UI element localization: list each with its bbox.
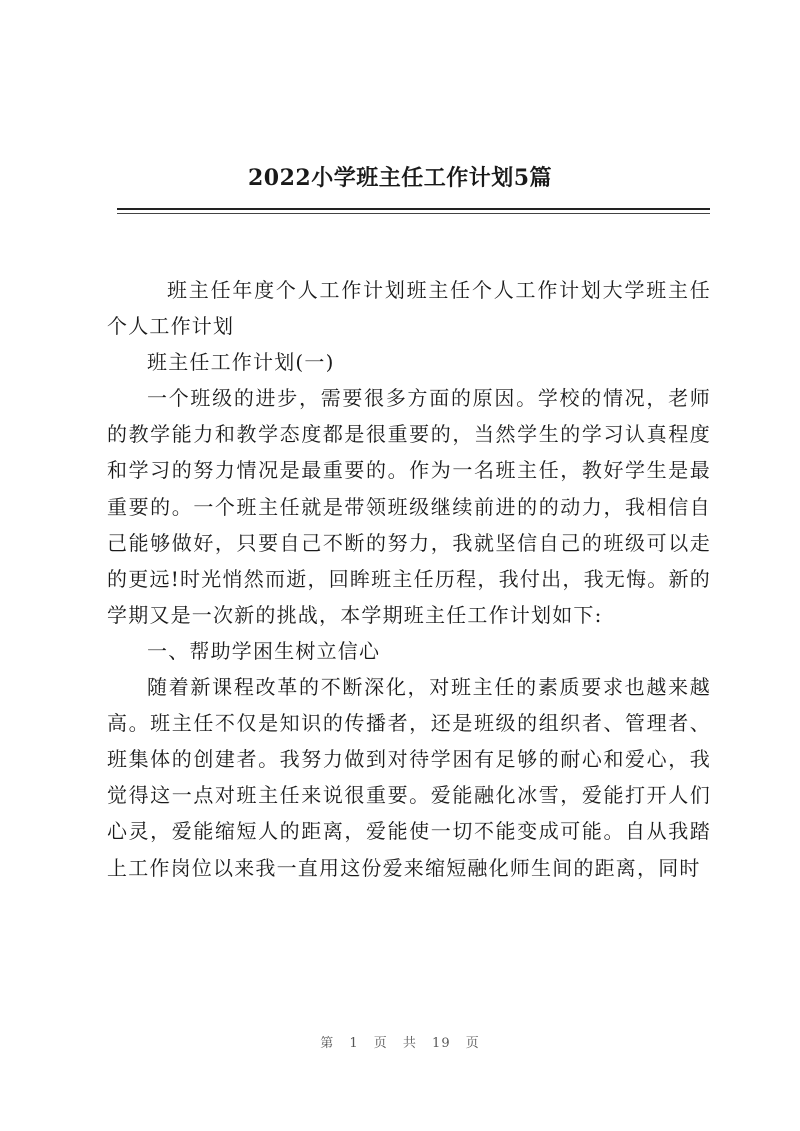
subsection-heading: 一、帮助学困生树立信心 bbox=[147, 638, 381, 663]
section-heading: 班主任工作计划(一) bbox=[147, 350, 335, 375]
body-paragraph: 一个班级的进步，需要很多方面的原因。学校的情况，老师的教学能力和教学态度都是很重要的，当然学生的学习认真程度和学习的努力情况是最重要的。作为一名班主任，教好学生是最重要的。一个班主任就是带领班级继续前进的的动力，我相信自己能够做好，只要自己不断的努力，我就坚信自己的班级可以走的更远!时光悄然而逝，回眸班主任历程，我付出，我无悔。新的学期又是一次新的挑战，本学期班主任工作计划如下: bbox=[107, 386, 711, 627]
page-number-footer: 第 1 页 共 19 页 bbox=[320, 1036, 480, 1051]
title-divider-thin bbox=[117, 213, 710, 214]
page-title: 2022小学班主任工作计划5篇 bbox=[247, 165, 553, 191]
body-paragraph: 随着新课程改革的不断深化，对班主任的素质要求也越来越高。班主任不仅是知识的传播者，还是班级的组织者、管理者、班集体的创建者。我努力做到对待学困有足够的耐心和爱心，我觉得这一点对班主任来说很重要。爱能融化冰雪，爱能打开人们心灵，爱能缩短人的距离，爱能使一切不能变成可能。自从我踏上工作岗位以来我一直用这份爱来缩短融化师生间的距离，同时 bbox=[107, 675, 711, 880]
title-divider bbox=[117, 208, 710, 210]
document-body bbox=[107, 272, 711, 886]
intro-paragraph: 班主任年度个人工作计划班主任个人工作计划大学班主任个人工作计划 bbox=[107, 278, 711, 339]
